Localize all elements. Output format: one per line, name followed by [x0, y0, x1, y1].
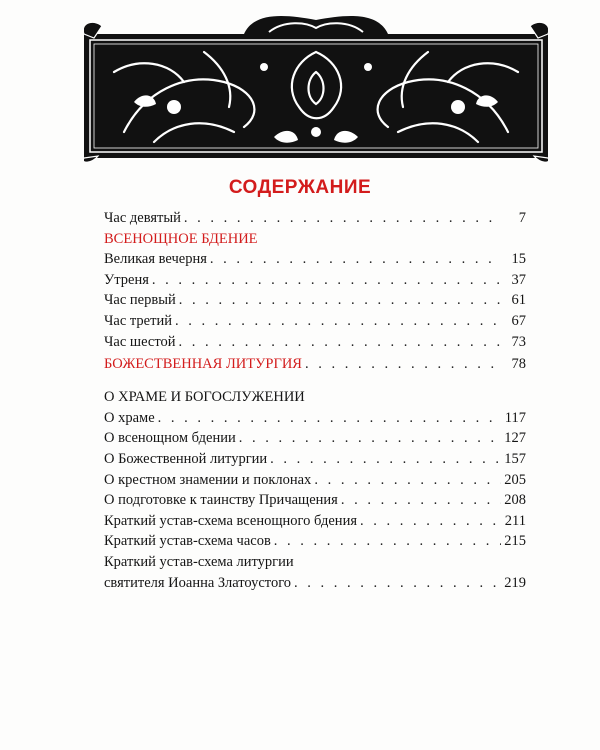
toc-entry-label: Великая вечерня — [104, 251, 207, 268]
dot-leader — [175, 311, 501, 332]
toc-entry-page: 208 — [504, 492, 526, 509]
table-of-contents — [104, 208, 526, 593]
toc-entry-label-line1: Краткий устав-схема литургии — [104, 553, 294, 570]
dot-leader — [210, 249, 501, 270]
toc-entry-page: 78 — [511, 356, 526, 373]
toc-entry — [104, 208, 526, 229]
dot-leader — [341, 490, 501, 511]
toc-entry — [104, 470, 526, 491]
dot-leader — [294, 573, 501, 594]
toc-entry-page: 157 — [504, 450, 526, 467]
toc-entry-label: О подготовке к таинству Причащения — [104, 492, 338, 509]
toc-entry-page: 117 — [504, 409, 526, 426]
toc-entry-label: Утреня — [104, 271, 149, 288]
toc-entry — [104, 511, 526, 532]
toc-entry-page: 67 — [511, 312, 526, 329]
section-heading-liturgy: БОЖЕСТВЕННАЯ ЛИТУРГИЯ — [104, 356, 302, 373]
toc-entry-label-line2: святителя Иоанна Златоустого — [104, 574, 292, 591]
toc-entry-label: Краткий устав-схема часов — [104, 533, 271, 550]
dot-leader — [270, 449, 501, 470]
page-title: СОДЕРЖАНИЕ — [228, 177, 372, 198]
toc-entry-page: 219 — [504, 574, 526, 591]
dot-leader — [179, 290, 501, 311]
toc-entry-page: 15 — [511, 251, 526, 268]
toc-entry — [104, 332, 526, 353]
toc-entry-label: О Божественной литургии — [104, 450, 268, 467]
toc-entry-liturgy — [104, 352, 526, 376]
dot-leader — [152, 270, 501, 291]
dot-leader — [305, 352, 501, 376]
toc-entry-label: О крестном знамении и поклонах — [104, 471, 312, 488]
toc-entry-page: 205 — [504, 471, 526, 488]
toc-entry — [104, 408, 526, 429]
dot-leader — [184, 208, 501, 229]
toc-entry — [104, 531, 526, 552]
toc-entry — [104, 428, 526, 449]
dot-leader — [239, 428, 501, 449]
toc-entry — [104, 270, 526, 291]
toc-entry — [104, 311, 526, 332]
dot-leader — [314, 470, 501, 491]
toc-entry-label: О всенощном бдении — [104, 430, 236, 447]
toc-entry — [104, 490, 526, 511]
toc-entry-label: Краткий устав-схема всенощного бдения — [104, 512, 357, 529]
toc-entry — [104, 449, 526, 470]
toc-entry-label: Час девятый — [104, 210, 181, 226]
toc-entry-page: 61 — [511, 292, 526, 309]
dot-leader — [274, 531, 501, 552]
toc-entry-label: Час первый — [104, 292, 176, 309]
toc-entry-page: 215 — [504, 533, 526, 550]
section-heading-vigil: ВСЕНОЩНОЕ БДЕНИЕ — [104, 230, 258, 247]
ornamental-header-vignette — [84, 12, 548, 164]
toc-entry — [104, 249, 526, 270]
dot-leader — [158, 408, 501, 429]
section-spacer — [104, 376, 526, 387]
toc-entry-page: 37 — [511, 271, 526, 288]
toc-entry-page: 7 — [518, 210, 526, 226]
toc-entry — [104, 290, 526, 311]
toc-entry-label: Час третий — [104, 312, 172, 329]
dot-leader — [360, 511, 501, 532]
toc-entry-page: 211 — [504, 512, 526, 529]
toc-entry — [104, 573, 526, 594]
toc-entry-label: Час шестой — [104, 333, 176, 350]
dot-leader — [178, 332, 501, 353]
section-heading-temple: О ХРАМЕ И БОГОСЛУЖЕНИИ — [104, 389, 305, 406]
toc-entry-page: 73 — [511, 333, 526, 350]
toc-entry-page: 127 — [504, 430, 526, 447]
toc-entry-label: О храме — [104, 409, 155, 426]
